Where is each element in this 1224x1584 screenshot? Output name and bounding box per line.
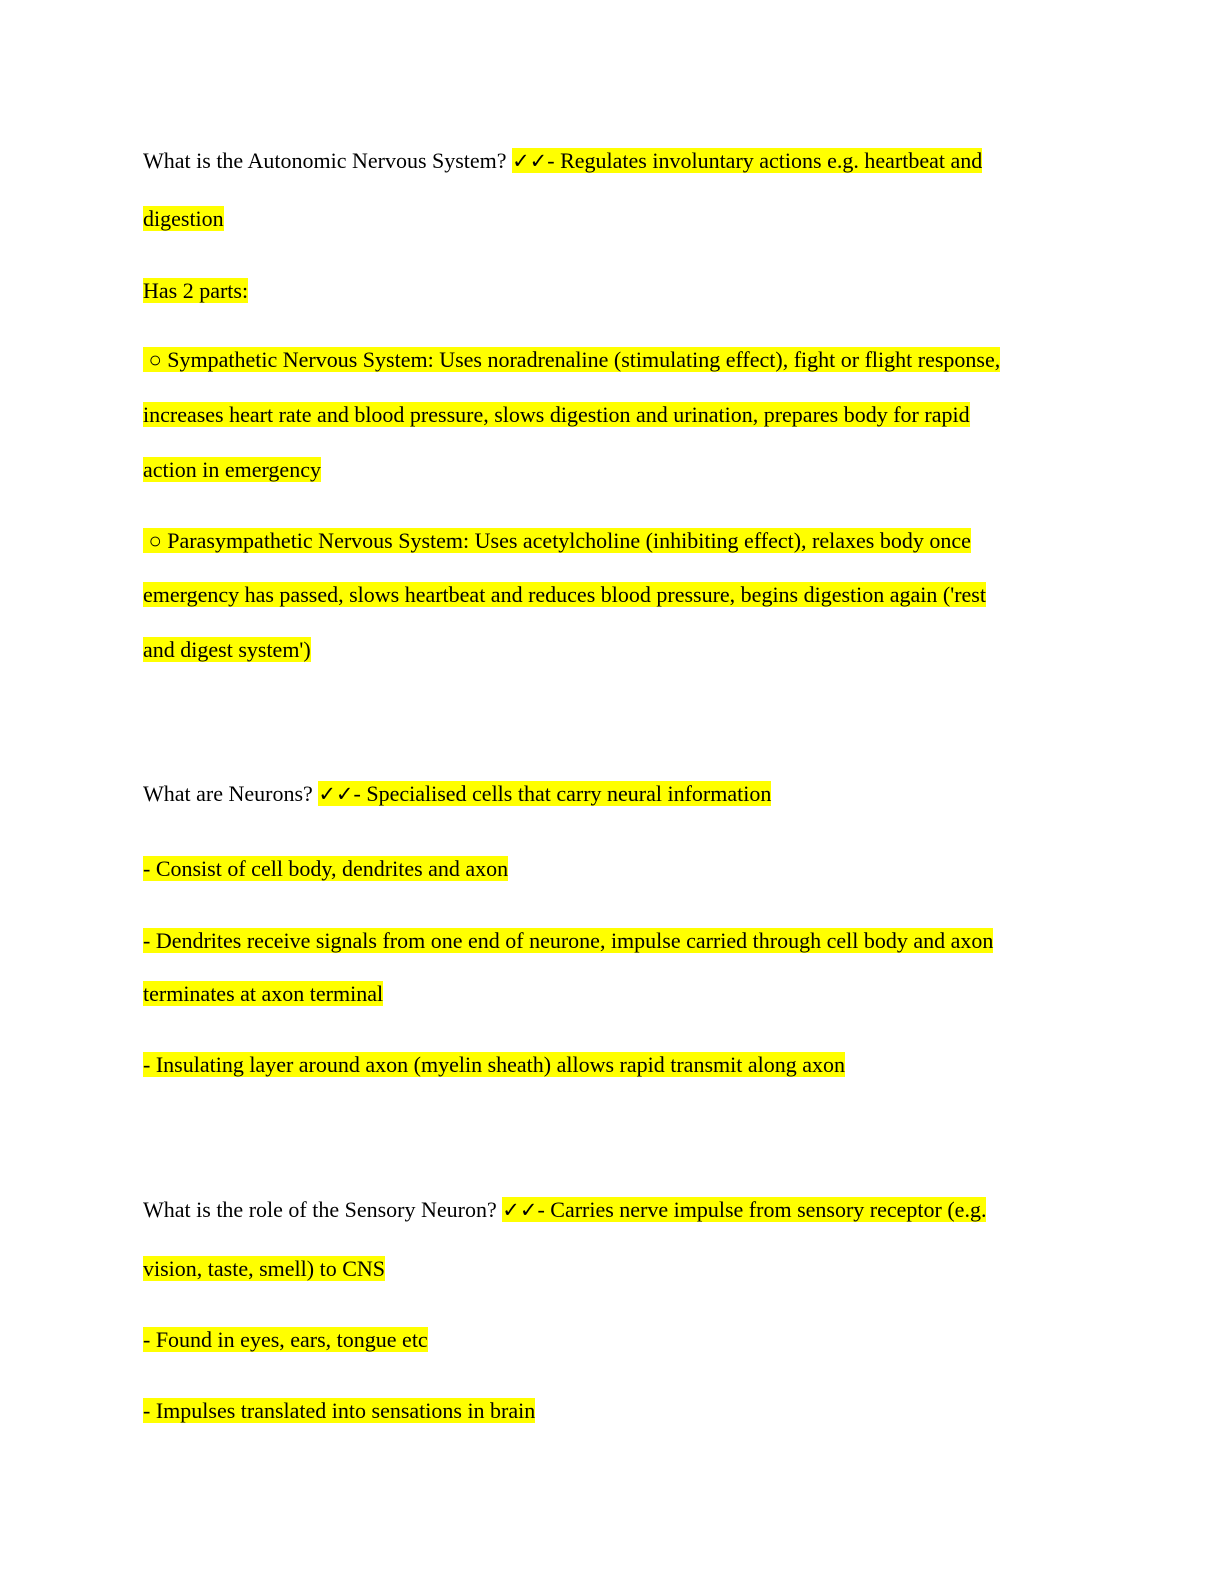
answer-line xyxy=(143,1254,385,1284)
answer-text: - Specialised cells that carry neural information xyxy=(353,781,772,806)
answer-text: - Dendrites receive signals from one end of neurone, impulse carried through cell body and axon xyxy=(143,928,994,953)
answer-highlight xyxy=(318,781,771,806)
answer-line xyxy=(143,926,993,956)
answer-text: and digest system') xyxy=(143,637,311,662)
answer-line xyxy=(143,204,224,234)
answer-text: emergency has passed, slows heartbeat and reduces blood pressure, begins digestion again ('rest xyxy=(143,582,986,607)
answer-line xyxy=(143,1396,535,1426)
question-text: What is the Autonomic Nervous System? xyxy=(143,148,507,173)
bullet-sympathetic xyxy=(143,345,1000,375)
answer-text: - Insulating layer around axon (myelin sheath) allows rapid transmit along axon xyxy=(143,1052,845,1077)
answer-text: - Found in eyes, ears, tongue etc xyxy=(143,1327,428,1352)
answer-line xyxy=(143,854,508,884)
answer-text: - Consist of cell body, dendrites and axon xyxy=(143,856,509,881)
answer-text: - Carries nerve impulse from sensory receptor (e.g. xyxy=(537,1197,987,1222)
answer-line xyxy=(143,400,970,430)
answer-line xyxy=(143,1325,428,1355)
answer-line xyxy=(143,635,311,665)
question-sensory-neuron xyxy=(143,1195,986,1225)
question-autonomic xyxy=(143,146,982,176)
answer-text: Has 2 parts: xyxy=(143,278,249,303)
answer-text: terminates at axon terminal xyxy=(143,981,384,1006)
double-check-icon: ✓✓ xyxy=(502,1198,538,1222)
question-neurons xyxy=(143,779,771,809)
answer-highlight xyxy=(512,148,982,173)
answer-line xyxy=(143,276,248,306)
answer-text: ○ Parasympathetic Nervous System: Uses acetylcholine (inhibiting effect), relaxes body once xyxy=(143,528,971,553)
answer-text: ○ Sympathetic Nervous System: Uses noradrenaline (stimulating effect), fight or flight response, xyxy=(143,347,1001,372)
bullet-parasympathetic xyxy=(143,526,971,556)
answer-line xyxy=(143,1050,845,1080)
question-text: What are Neurons? xyxy=(143,781,313,806)
answer-line xyxy=(143,580,986,610)
answer-text: - Regulates involuntary actions e.g. heartbeat and xyxy=(547,148,983,173)
answer-line xyxy=(143,979,383,1009)
double-check-icon: ✓✓ xyxy=(512,149,548,173)
answer-line xyxy=(143,455,321,485)
answer-text: - Impulses translated into sensations in brain xyxy=(143,1398,536,1423)
answer-text: increases heart rate and blood pressure, slows digestion and urination, prepares body for rapid xyxy=(143,402,970,427)
question-text: What is the role of the Sensory Neuron? xyxy=(143,1197,497,1222)
answer-text: action in emergency xyxy=(143,457,321,482)
double-check-icon: ✓✓ xyxy=(318,782,354,806)
answer-highlight xyxy=(502,1197,986,1222)
answer-text: vision, taste, smell) to CNS xyxy=(143,1256,385,1281)
answer-text: digestion xyxy=(143,206,224,231)
